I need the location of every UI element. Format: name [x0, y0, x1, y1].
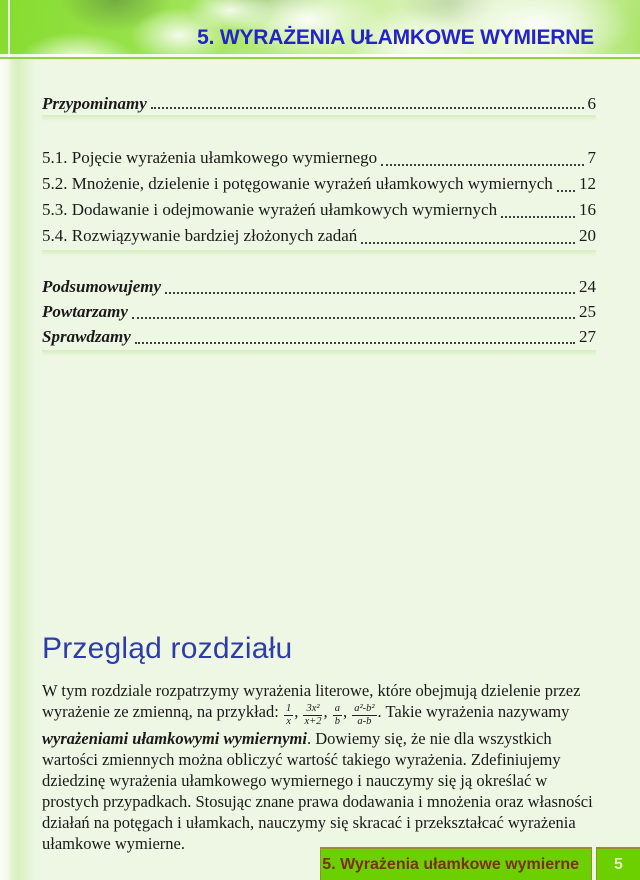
toc-entry-page: 27	[579, 327, 596, 346]
fraction-a2-b2-over-a-b	[352, 703, 376, 727]
toc-entry-5-4	[42, 223, 596, 249]
toc-spacer	[42, 256, 596, 274]
overview-heading: Przegląd rozdziału	[42, 632, 293, 665]
fraction-denominator: a-b	[357, 716, 372, 727]
toc-entry-page: 6	[587, 94, 596, 113]
chapter-title: 5. WYRAŻENIA UŁAMKOWE WYMIERNE	[197, 26, 594, 49]
toc-entry-page: 25	[579, 302, 596, 321]
toc-entry-sprawdzamy	[42, 324, 596, 349]
toc-entry-label: Powtarzamy	[42, 302, 128, 321]
toc-entry-label: 5.3. Dodawanie i odejmowanie wyrażeń ułamkowych wymiernych	[42, 200, 498, 219]
fraction-a-over-b	[333, 703, 342, 727]
overview-after-fractions: . Takie wyrażenia nazywamy	[377, 702, 570, 721]
dot-leader	[151, 107, 584, 109]
section-divider	[42, 350, 596, 356]
toc-entry-powtarzamy	[42, 299, 596, 324]
toc-entry-przypominamy	[42, 94, 596, 114]
dot-leader	[361, 242, 575, 244]
toc-entry-label: Sprawdzamy	[42, 327, 131, 346]
dot-leader	[501, 216, 575, 218]
fraction-separator: ,	[294, 702, 303, 721]
footer-page-number	[596, 847, 640, 880]
toc-entry-label: 5.2. Mnożenie, dzielenie i potęgowanie wyrażeń ułamkowych wymiernych	[42, 174, 553, 193]
dot-leader	[165, 292, 575, 294]
table-of-contents	[42, 94, 596, 356]
toc-entry-page: 7	[587, 148, 596, 167]
dot-leader	[381, 164, 583, 166]
toc-entry-label: 5.1. Pojęcie wyrażenia ułamkowego wymiernego	[42, 148, 378, 167]
page-edge-gradient	[0, 59, 36, 880]
toc-entry-page: 20	[579, 226, 596, 245]
chapter-header	[0, 0, 640, 59]
toc-entry-5-1	[42, 145, 596, 171]
emphasis-phrase: wyrażeniami ułamkowymi wymiernymi	[42, 728, 307, 748]
fraction-numerator: 3x²	[303, 703, 322, 716]
toc-spacer	[42, 121, 596, 145]
overview-rest: . Dowiemy się, że nie dla wszystkich wartości zmiennych można obliczyć wartość takiego wyrażenia. Zdefiniujemy dziedzinę wyrażenia ułamkowego wymiernego i nauczymy się ją określać w prostych przypadkach. Stosując znane prawa dodawania i mnożenia oraz własności działań na potęgach i ułamkach, nauczymy się skracać i przekształcać wyrażenia ułamkowe wymierne.	[42, 728, 593, 853]
fraction-numerator: a	[334, 703, 340, 715]
fraction-1-over-x	[284, 703, 293, 727]
toc-entry-5-3	[42, 197, 596, 223]
toc-entry-label: Podsumowujemy	[42, 277, 162, 296]
overview-intro: W tym rozdziale rozpatrzymy wyrażenia literowe, które obejmują dzielenie przez wyrażenie ze zmienną, na przykład:	[42, 681, 581, 721]
fraction-3x2-over-x-plus-2	[303, 703, 322, 727]
fraction-denominator: x	[286, 716, 291, 727]
toc-entry-label: 5.4. Rozwiązywanie bardziej złożonych zadań	[42, 226, 358, 245]
toc-entry-page: 16	[579, 200, 596, 219]
dot-leader	[135, 342, 575, 344]
chapter-overview	[42, 632, 594, 854]
fraction-separator: ,	[342, 702, 352, 721]
footer-chapter-bar	[320, 847, 592, 880]
fraction-numerator: a²-b²	[354, 703, 375, 715]
toc-entry-podsumowujemy	[42, 274, 596, 299]
toc-entry-label: Przypominamy	[42, 94, 147, 113]
toc-entry-page: 12	[579, 174, 596, 193]
fraction-denominator: x+2	[304, 716, 322, 727]
footer-chapter-label: 5. Wyrażenia ułamkowe wymierne	[322, 855, 579, 873]
footer-page-number-label: 5	[614, 855, 623, 873]
toc-entry-5-2	[42, 171, 596, 197]
toc-entry-page: 24	[579, 277, 596, 296]
fraction-numerator: 1	[285, 703, 292, 715]
dot-leader	[132, 317, 575, 319]
dot-leader	[557, 190, 575, 192]
overview-paragraph	[42, 680, 594, 854]
fraction-separator: ,	[323, 702, 332, 721]
fraction-denominator: b	[334, 716, 340, 727]
